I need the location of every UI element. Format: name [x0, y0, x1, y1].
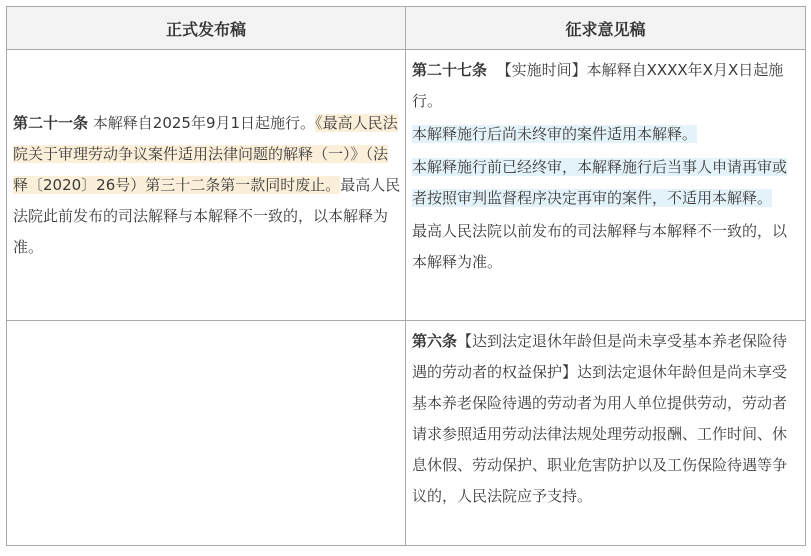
official-article-21-text [13, 108, 401, 263]
table-row [7, 50, 806, 321]
header-draft: 征求意见稿 [406, 7, 806, 50]
header-official: 正式发布稿 [7, 7, 406, 50]
official-empty-cell [7, 321, 406, 546]
effective-date-text: 本解释自2025年9月1日起施行。 [92, 113, 316, 132]
draft-article-27-para4: 最高人民法院以前发布的司法解释与本解释不一致的，以本解释为准。 [412, 222, 788, 271]
highlighted-repeal-text: 《最高人民法院关于审理劳动争议案件适用法律问题的解释（一）》（法释〔2020〕26号）第三十二条第一款同时废止。 [13, 113, 398, 194]
draft-article-6-cell [406, 321, 806, 546]
highlighted-text: 本解释施行后尚未终审的案件适用本解释。 [412, 125, 698, 143]
draft-article-27-para2 [412, 119, 799, 150]
article-number: 第六条 [412, 332, 458, 350]
implementation-text: 【实施时间】本解释自XXXX年X月X日起施行。 [412, 61, 784, 110]
article-6-body: 【达到法定退休年龄但是尚未享受基本养老保险待遇的劳动者的权益保护】达到法定退休年龄但是尚未享受基本养老保险待遇的劳动者为用人单位提供劳动，劳动者请求参照适用劳动法律法规处理劳动报酬、工作时间、休息休假、劳动保护、职业危害防护以及工伤保险待遇等争议的，人民法院应予支持。 [412, 332, 788, 505]
official-article-21-cell [7, 50, 406, 321]
table-row [7, 321, 806, 546]
header-row [7, 7, 806, 50]
comparison-table [6, 6, 806, 546]
draft-article-27-para1 [412, 55, 799, 117]
draft-article-6-text [412, 326, 799, 512]
draft-article-27-para3 [412, 152, 799, 214]
precedence-text: 最高人民法院此前发布的司法解释与本解释不一致的，以本解释为准。 [13, 175, 401, 256]
article-number: 第二十一条 [13, 113, 89, 132]
highlighted-text: 本解释施行前已经终审，本解释施行后当事人申请再审或者按照审判监督程序决定再审的案件，不适用本解释。 [412, 158, 788, 207]
draft-article-27-cell [406, 50, 806, 321]
article-number: 第二十七条 [412, 61, 488, 79]
